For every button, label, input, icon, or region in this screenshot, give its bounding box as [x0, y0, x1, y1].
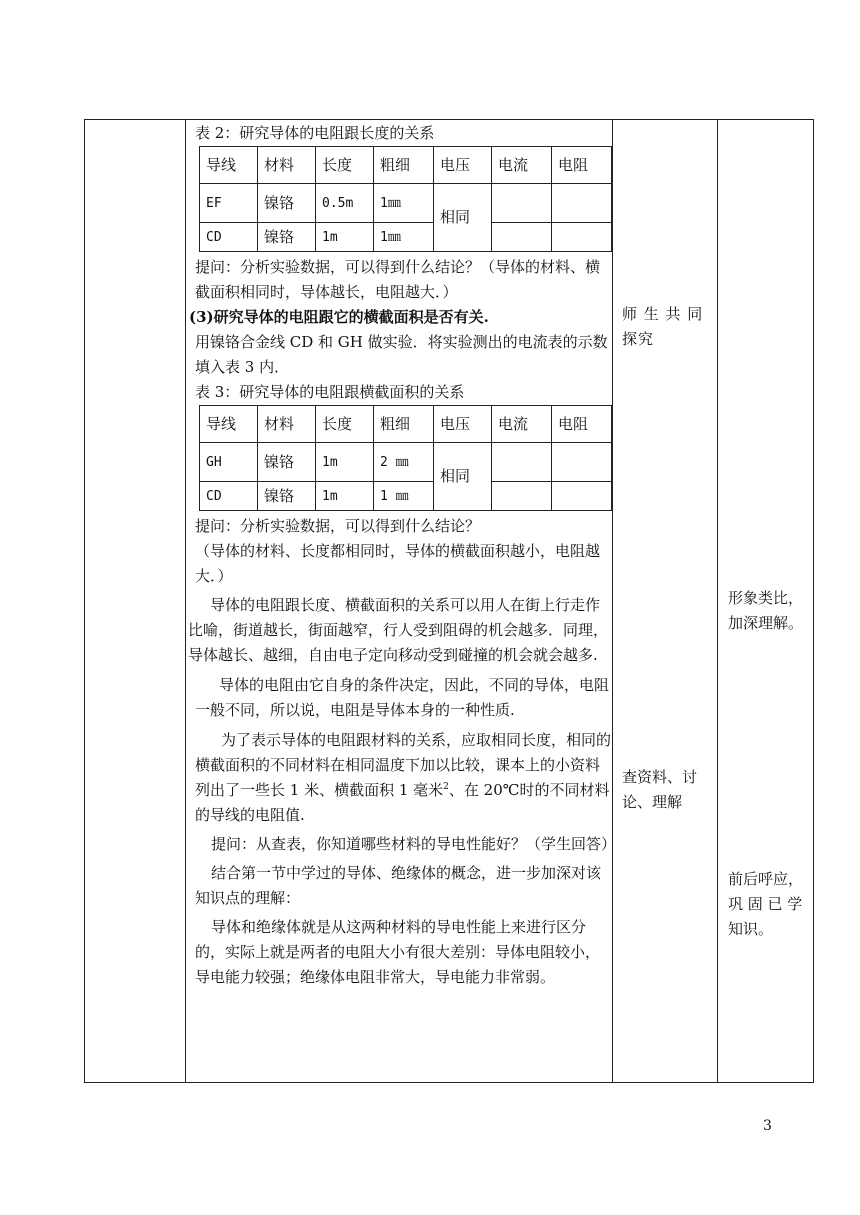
table2	[199, 146, 612, 252]
paragraph: （导体的材料、长度都相同时，导体的横截面积越小，电阻越大．）	[195, 542, 601, 585]
paragraph: 提问：分析实验数据，可以得到什么结论？	[195, 517, 481, 535]
paragraph: 导体的电阻由它自身的条件决定，因此，不同的导体，电阻一般不同，所以说，电阻是导体本身的一种性质.	[195, 676, 610, 719]
table3-row	[200, 482, 612, 511]
table3-caption: 表 3：研究导体的电阻跟横截面积的关系	[195, 383, 465, 401]
table2-header: 长度	[316, 147, 374, 184]
table2-row	[200, 184, 612, 223]
table3-row	[200, 443, 612, 482]
paragraph-text: 为了表示导体的电阻跟材料的关系，应取相同长度，相同的横截面积的不同材料在相同温度下加以比较，课本上的小资料列出了一些长 1 米、横截面积 1 毫米	[195, 731, 612, 799]
table3-header: 电压	[434, 406, 492, 443]
table-cell: 1㎜	[374, 184, 434, 223]
table-cell: GH	[200, 443, 258, 482]
paragraph: 导体和绝缘体就是从这两种材料的导电性能上来进行区分的，实际上就是两者的电阻大小有很大差别：导体电阻较小，导电能力较强；绝缘体电阻非常大，导电能力非常弱。	[195, 918, 601, 986]
table-cell: 2 ㎜	[374, 443, 434, 482]
table-cell	[492, 443, 552, 482]
table2-header-row	[200, 147, 612, 184]
intent-text: 前后呼应，巩 固 已 学知识。	[728, 870, 804, 938]
intent-note	[728, 586, 810, 636]
teaching-content	[188, 120, 617, 990]
table2-header: 电流	[492, 147, 552, 184]
table-cell	[492, 184, 552, 223]
paragraph: 提问：从查表，你知道哪些材料的导电性能好？（学生回答）	[211, 835, 617, 853]
paragraph: 提问：分析实验数据，可以得到什么结论？（导体的材料、横截面积相同时，导体越长，电阻越大．）	[195, 258, 601, 301]
table-cell: 0.5m	[316, 184, 374, 223]
column-divider-1	[185, 120, 186, 1082]
method-note	[622, 765, 717, 815]
table-cell-voltage: 相同	[434, 443, 492, 511]
table-cell: 镍铬	[258, 482, 316, 511]
table-cell: 镍铬	[258, 443, 316, 482]
table-cell: 镍铬	[258, 223, 316, 252]
paragraph: 结合第一节中学过的导体、绝缘体的概念，进一步加深对该知识点的理解：	[195, 864, 602, 907]
table3-header: 导线	[200, 406, 258, 443]
table-cell	[552, 223, 612, 252]
table2-header: 粗细	[374, 147, 434, 184]
table2-header: 材料	[258, 147, 316, 184]
table2-row	[200, 223, 612, 252]
table-cell: 1㎜	[374, 223, 434, 252]
table-cell	[492, 482, 552, 511]
intent-note	[728, 867, 810, 942]
table3-header: 电流	[492, 406, 552, 443]
table3-header: 粗细	[374, 406, 434, 443]
table-cell	[552, 184, 612, 223]
table-cell-voltage: 相同	[434, 184, 492, 252]
table-cell	[552, 482, 612, 511]
table-cell: 镍铬	[258, 184, 316, 223]
table3	[199, 405, 612, 511]
section-heading: (3)研究导体的电阻跟它的横截面积是否有关.	[189, 308, 489, 326]
table-cell	[552, 443, 612, 482]
table3-header-row	[200, 406, 612, 443]
table2-caption: 表 2：研究导体的电阻跟长度的关系	[195, 124, 435, 142]
table2-header: 导线	[200, 147, 258, 184]
page-number: 3	[763, 1118, 772, 1134]
method-text: 查资料、讨论、理解	[622, 768, 698, 811]
table3-header: 长度	[316, 406, 374, 443]
method-text: 师 生 共 同探究	[622, 305, 704, 348]
intent-text: 形象类比，加深理解。	[728, 589, 804, 632]
table2-header: 电压	[434, 147, 492, 184]
paragraph: 用镍铬合金线 CD 和 GH 做实验．将实验测出的电流表的示数填入表 3 内．	[195, 333, 608, 376]
table3-header: 材料	[258, 406, 316, 443]
table-cell: CD	[200, 223, 258, 252]
table-cell: 1 ㎜	[374, 482, 434, 511]
column-divider-3	[717, 120, 718, 1082]
paragraph-text: 、在 20℃时的不同材料的导线的电阻值.	[195, 781, 610, 824]
paragraph: 导体的电阻跟长度、横截面积的关系可以用人在街上行走作比喻，街道越长，街面越窄，行人受到阻碍的机会越多．同理，导体越长、越细，自由电子定向移动受到碰撞的机会就会越多.	[188, 596, 609, 664]
table-cell: CD	[200, 482, 258, 511]
table-cell: 1m	[316, 443, 374, 482]
table2-header: 电阻	[552, 147, 612, 184]
table-cell: 1m	[316, 223, 374, 252]
table-cell	[492, 223, 552, 252]
table-cell: EF	[200, 184, 258, 223]
paragraph	[195, 728, 613, 828]
table3-header: 电阻	[552, 406, 612, 443]
superscript: 2	[443, 782, 449, 792]
method-note	[622, 302, 717, 352]
table-cell: 1m	[316, 482, 374, 511]
lesson-table	[84, 119, 814, 1083]
